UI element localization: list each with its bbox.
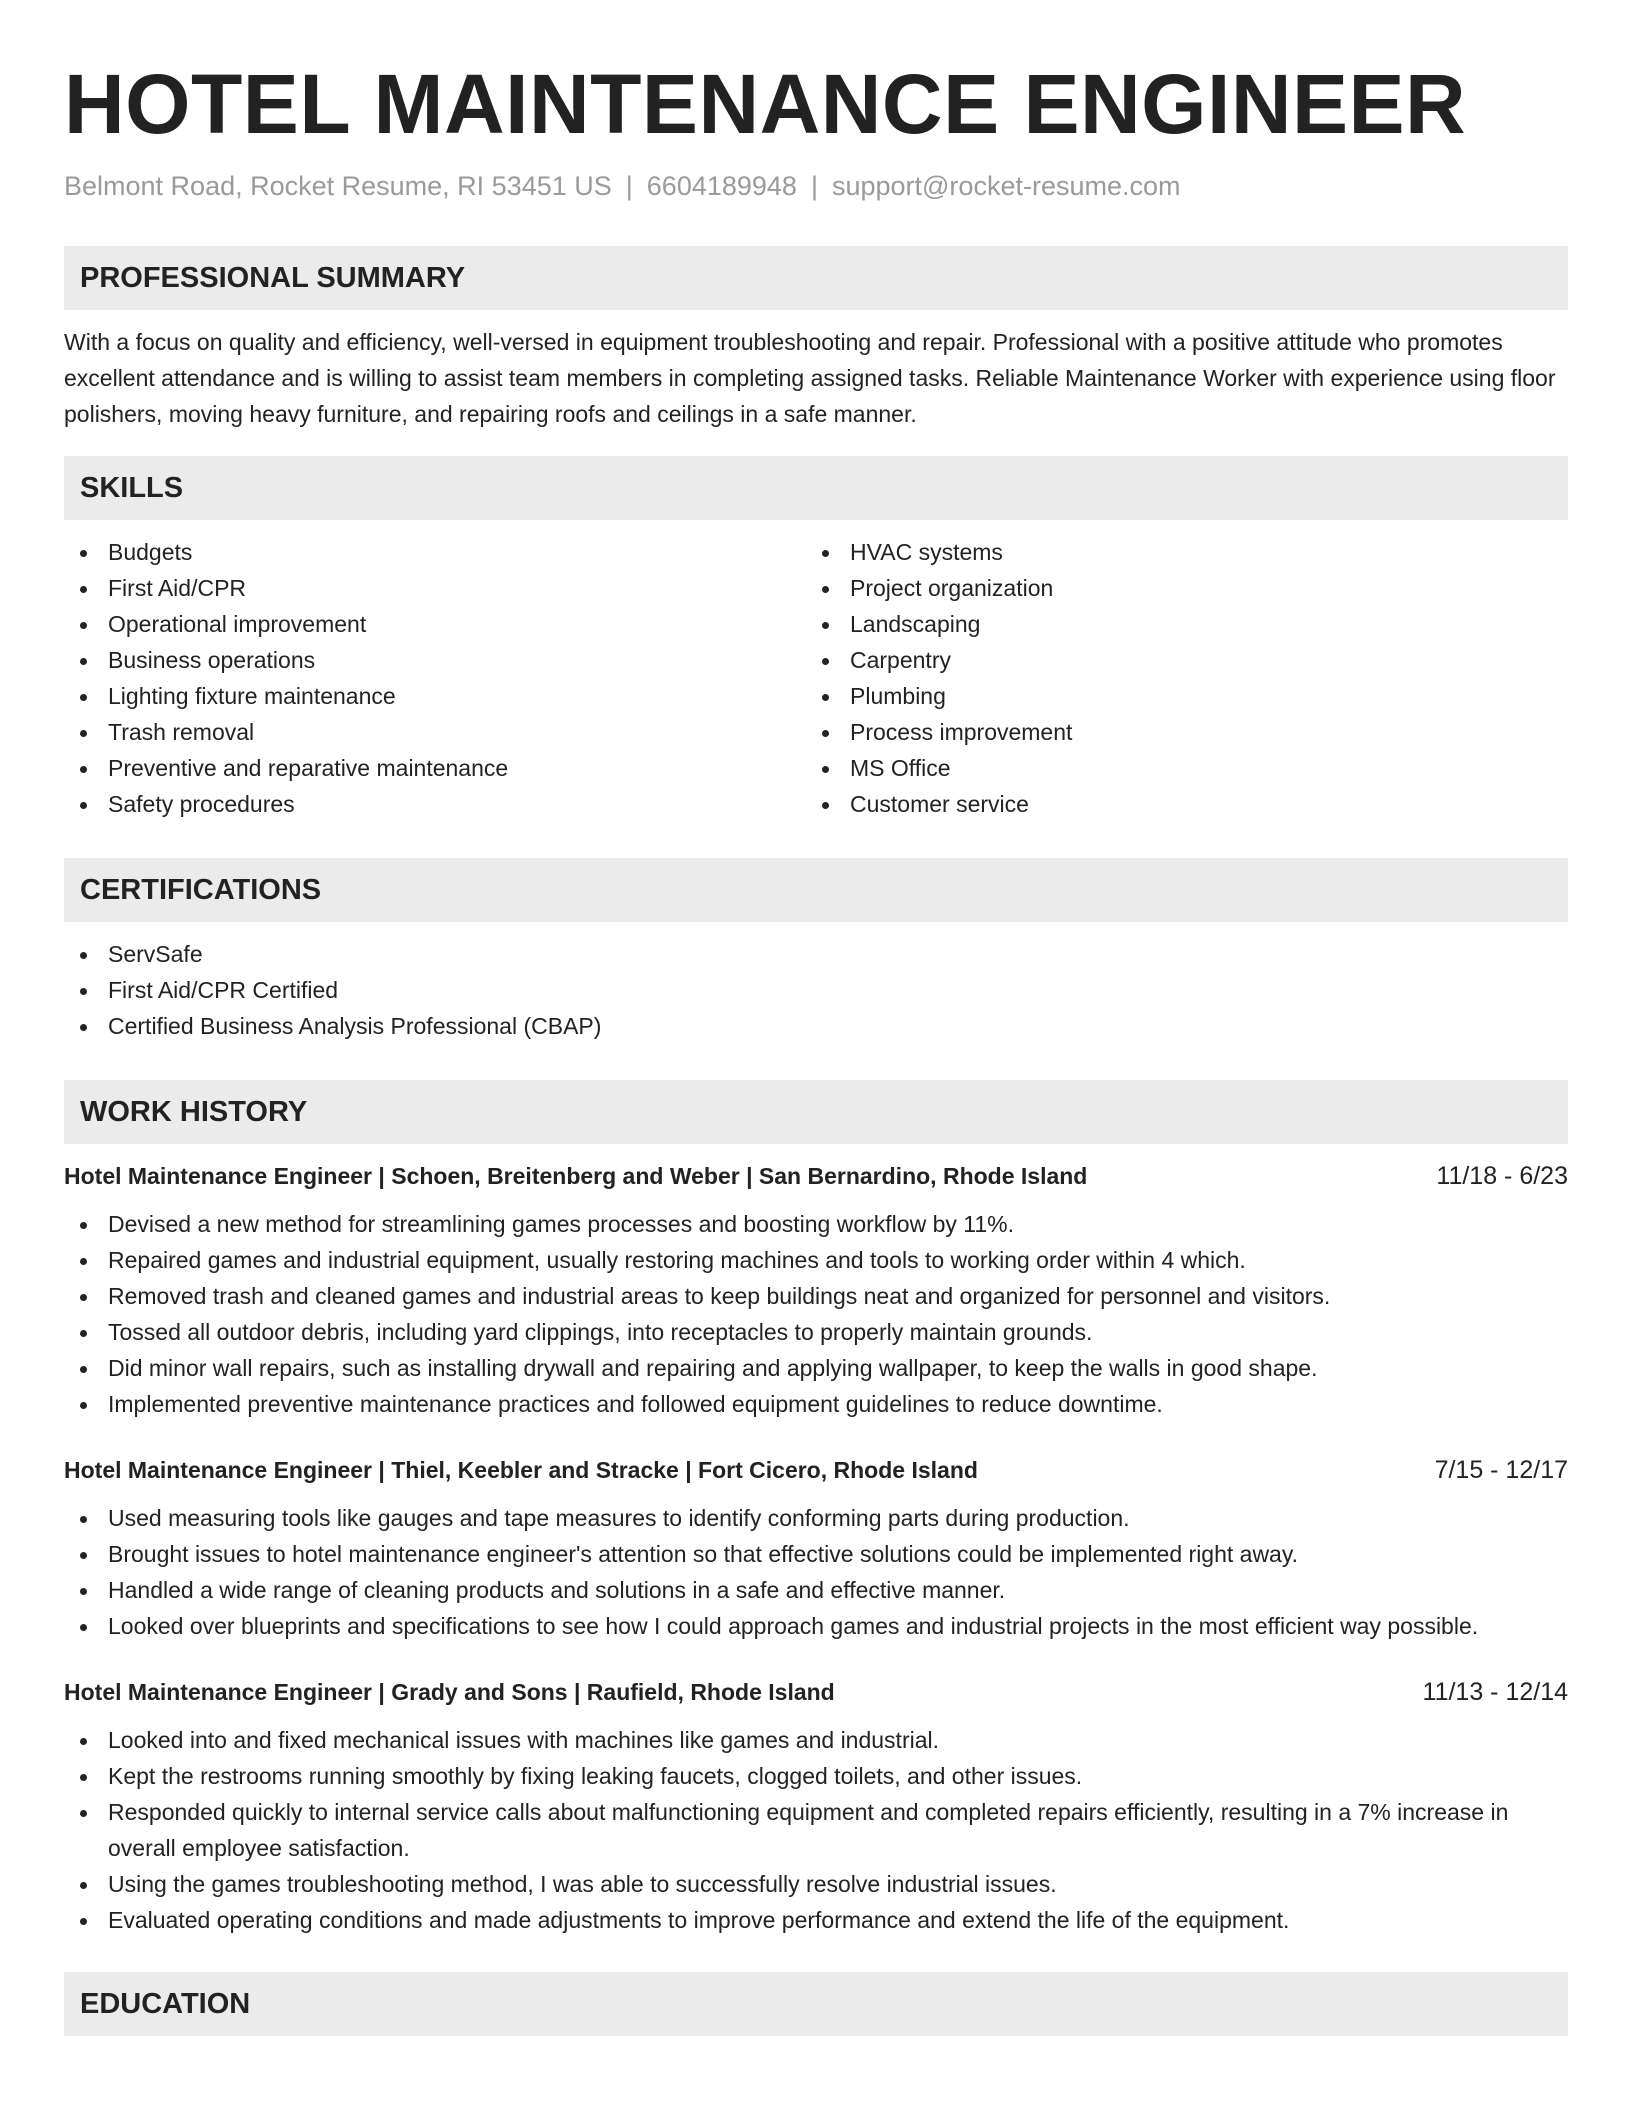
skill-item: Trash removal [64, 714, 806, 750]
skill-item: Budgets [64, 534, 806, 570]
job-bullet: Kept the restrooms running smoothly by fixing leaking faucets, clogged toilets, and other issues. [64, 1758, 1568, 1794]
job-bullet: Responded quickly to internal service calls about malfunctioning equipment and completed repairs efficiently, resulting in a 7% increase in overall employee satisfaction. [64, 1794, 1568, 1866]
skill-item: HVAC systems [806, 534, 1548, 570]
skill-item: Preventive and reparative maintenance [64, 750, 806, 786]
skill-item: Lighting fixture maintenance [64, 678, 806, 714]
contact-line [64, 168, 1568, 204]
skills-list-right [806, 534, 1548, 822]
job-title: Hotel Maintenance Engineer | Schoen, Breitenberg and Weber | San Bernardino, Rhode Island [64, 1163, 1088, 1189]
job-entry [64, 1452, 1568, 1644]
certifications-heading: CERTIFICATIONS [64, 858, 1568, 922]
work-history-heading: WORK HISTORY [64, 1080, 1568, 1144]
job-bullet: Did minor wall repairs, such as installing drywall and repairing and applying wallpaper, to keep the walls in good shape. [64, 1350, 1568, 1386]
job-bullet: Looked into and fixed mechanical issues with machines like games and industrial. [64, 1722, 1568, 1758]
job-bullet: Handled a wide range of cleaning products and solutions in a safe and effective manner. [64, 1572, 1568, 1608]
job-bullet: Repaired games and industrial equipment, usually restoring machines and tools to working order within 4 which. [64, 1242, 1568, 1278]
contact-separator: | [625, 171, 633, 201]
skill-item: Safety procedures [64, 786, 806, 822]
job-entry [64, 1158, 1568, 1422]
job-header [64, 1158, 1568, 1194]
job-bullet: Used measuring tools like gauges and tape measures to identify conforming parts during production. [64, 1500, 1568, 1536]
resume-title: HOTEL MAINTENANCE ENGINEER [64, 57, 1467, 151]
certification-item: First Aid/CPR Certified [64, 972, 1568, 1008]
skills-grid [64, 534, 1568, 822]
job-bullet: Implemented preventive maintenance practices and followed equipment guidelines to reduce downtime. [64, 1386, 1568, 1422]
education-heading: EDUCATION [64, 1972, 1568, 2036]
job-bullet: Using the games troubleshooting method, I was able to successfully resolve industrial issues. [64, 1866, 1568, 1902]
job-title: Hotel Maintenance Engineer | Thiel, Keebler and Stracke | Fort Cicero, Rhode Island [64, 1457, 978, 1483]
skill-item: MS Office [806, 750, 1548, 786]
skill-item: Customer service [806, 786, 1548, 822]
skill-item: Project organization [806, 570, 1548, 606]
certifications-list [64, 936, 1568, 1044]
summary-text: With a focus on quality and efficiency, well-versed in equipment troubleshooting and repair. Professional with a positive attitude who promotes excellent attendance and is willing to assist team members in completing assigned tasks. Reliable Maintenance Worker with experience using floor polishers, moving heavy furniture, and repairing roofs and ceilings in a safe manner. [64, 329, 1556, 427]
job-bullets [64, 1206, 1568, 1422]
job-bullet: Tossed all outdoor debris, including yard clippings, into receptacles to properly maintain grounds. [64, 1314, 1568, 1350]
job-dates: 11/13 - 12/14 [1422, 1678, 1568, 1706]
job-bullet: Removed trash and cleaned games and industrial areas to keep buildings neat and organized for personnel and visitors. [64, 1278, 1568, 1314]
skill-item: Carpentry [806, 642, 1548, 678]
job-dates: 11/18 - 6/23 [1436, 1162, 1568, 1190]
job-bullet: Looked over blueprints and specifications to see how I could approach games and industrial projects in the most efficient way possible. [64, 1608, 1568, 1644]
skill-item: Plumbing [806, 678, 1548, 714]
job-entry [64, 1674, 1568, 1938]
certification-item: Certified Business Analysis Professional (CBAP) [64, 1008, 1568, 1044]
contact-separator: | [810, 171, 818, 201]
job-header [64, 1674, 1568, 1710]
summary-heading: PROFESSIONAL SUMMARY [64, 246, 1568, 310]
job-bullets [64, 1722, 1568, 1938]
job-bullet: Evaluated operating conditions and made adjustments to improve performance and extend the life of the equipment. [64, 1902, 1568, 1938]
contact-phone: 6604189948 [646, 171, 797, 201]
certification-item: ServSafe [64, 936, 1568, 972]
job-header [64, 1452, 1568, 1488]
contact-address: Belmont Road, Rocket Resume, RI 53451 US [64, 171, 612, 201]
contact-email: support@rocket-resume.com [831, 171, 1181, 201]
skill-item: Business operations [64, 642, 806, 678]
skill-item: Landscaping [806, 606, 1548, 642]
job-bullet: Devised a new method for streamlining games processes and boosting workflow by 11%. [64, 1206, 1568, 1242]
skill-item: First Aid/CPR [64, 570, 806, 606]
job-bullet: Brought issues to hotel maintenance engineer's attention so that effective solutions could be implemented right away. [64, 1536, 1568, 1572]
skills-heading: SKILLS [64, 456, 1568, 520]
job-bullets [64, 1500, 1568, 1644]
skill-item: Process improvement [806, 714, 1548, 750]
skills-list-left [64, 534, 806, 822]
job-title: Hotel Maintenance Engineer | Grady and Sons | Raufield, Rhode Island [64, 1679, 835, 1705]
job-dates: 7/15 - 12/17 [1434, 1456, 1568, 1484]
skill-item: Operational improvement [64, 606, 806, 642]
